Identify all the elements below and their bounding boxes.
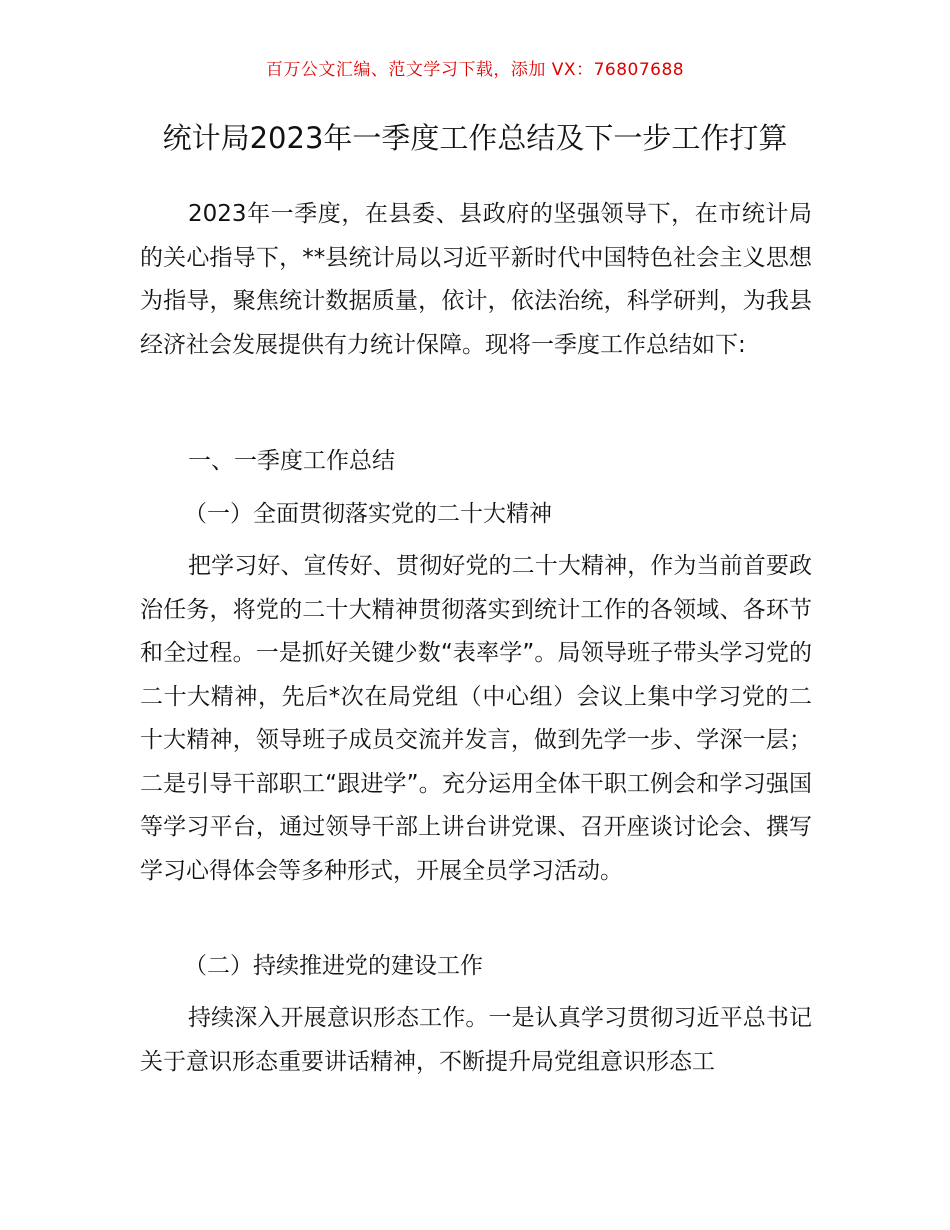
subsection-2-heading: （二）持续推进党的建设工作	[184, 953, 483, 979]
intro-section	[140, 193, 812, 367]
subsection-1-paragraph: 把学习好、宣传好、贯彻好党的二十大精神，作为当前首要政治任务，将党的二十大精神贯彻落实到统计工作的各领域、各环节和全过程。一是抓好关键少数“表率学”。局领导班子带头学习党的二十大精神，先后*次在局党组（中心组）会议上集中学习党的二十大精神，领导班子成员交流并发言，做到先学一步、学深一层；二是引导干部职工“跟进学”。充分运用全体干职工例会和学习强国等学习平台，通过领导干部上讲台讲党课、召开座谈讨论会、撰写学习心得体会等多种形式，开展全员学习活动。	[140, 553, 812, 884]
subsection-2	[140, 945, 812, 989]
section-1	[140, 440, 812, 484]
subsection-1	[140, 493, 812, 537]
intro-paragraph: 2023年一季度，在县委、县政府的坚强领导下，在市统计局的关心指导下，**县统计局以习近平新时代中国特色社会主义思想为指导，聚焦统计数据质量，依计，依法治统，科学研判，为我县经济社会发展提供有力统计保障。现将一季度工作总结如下:	[140, 201, 812, 358]
section-1-heading: 一、一季度工作总结	[188, 448, 395, 474]
subsection-1-heading: （一）全面贯彻落实党的二十大精神	[184, 501, 552, 527]
subsection-2-body	[140, 997, 812, 1084]
subsection-2-paragraph: 持续深入开展意识形态工作。一是认真学习贯彻习近平总书记关于意识形态重要讲话精神，不断提升局党组意识形态工	[140, 1005, 812, 1075]
subsection-1-body	[140, 545, 812, 893]
document-title: 统计局2023年一季度工作总结及下一步工作打算	[162, 121, 788, 155]
header-notice: 百万公文汇编、范文学习下载，添加 VX：76807688	[265, 60, 685, 80]
